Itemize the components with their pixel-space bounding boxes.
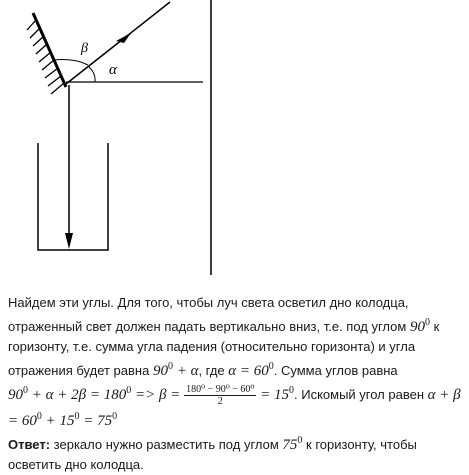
answer-label: Ответ: <box>8 437 51 453</box>
alpha-arc <box>88 66 95 82</box>
mirror <box>27 13 66 94</box>
well <box>38 143 108 250</box>
solution-text <box>8 293 463 475</box>
alpha-label: α <box>109 62 117 78</box>
answer-paragraph: Ответ: зеркало нужно разместить под углом $75^0$ к горизонту, чтобы осветить дно колодца. <box>8 435 417 473</box>
beta-label: β <box>81 41 88 56</box>
solution-paragraph: Найдем эти углы. Для того, чтобы луч света осветил дно колодца, отраженный свет должен падать вертикально вниз, т.е. под углом $90^0$ к горизонту, т.е. сумма угла падения (относительно горизонта) и угла отражения будет равна $90^0 + \alpha$, где $\alpha = 60^0$. Сумма углов равна $90^0 + \alpha + 2\beta = 180^0 => \beta$ = $\frac{\text{180⁰ − 90⁰ − 60⁰}}{2}$ = $15^0$. Искомый угол равен $\alpha + \beta = 60^0 + 15^0 = 75^0$ <box>8 295 461 430</box>
equation: $90^0 + \alpha + 2\beta = 180^0 => \beta$ = $\frac{\text{180⁰ − 90⁰ − 60⁰}}{2}$ = $15^0$ <box>8 384 294 408</box>
reflected-ray <box>65 85 73 249</box>
beta-arc <box>54 60 88 65</box>
